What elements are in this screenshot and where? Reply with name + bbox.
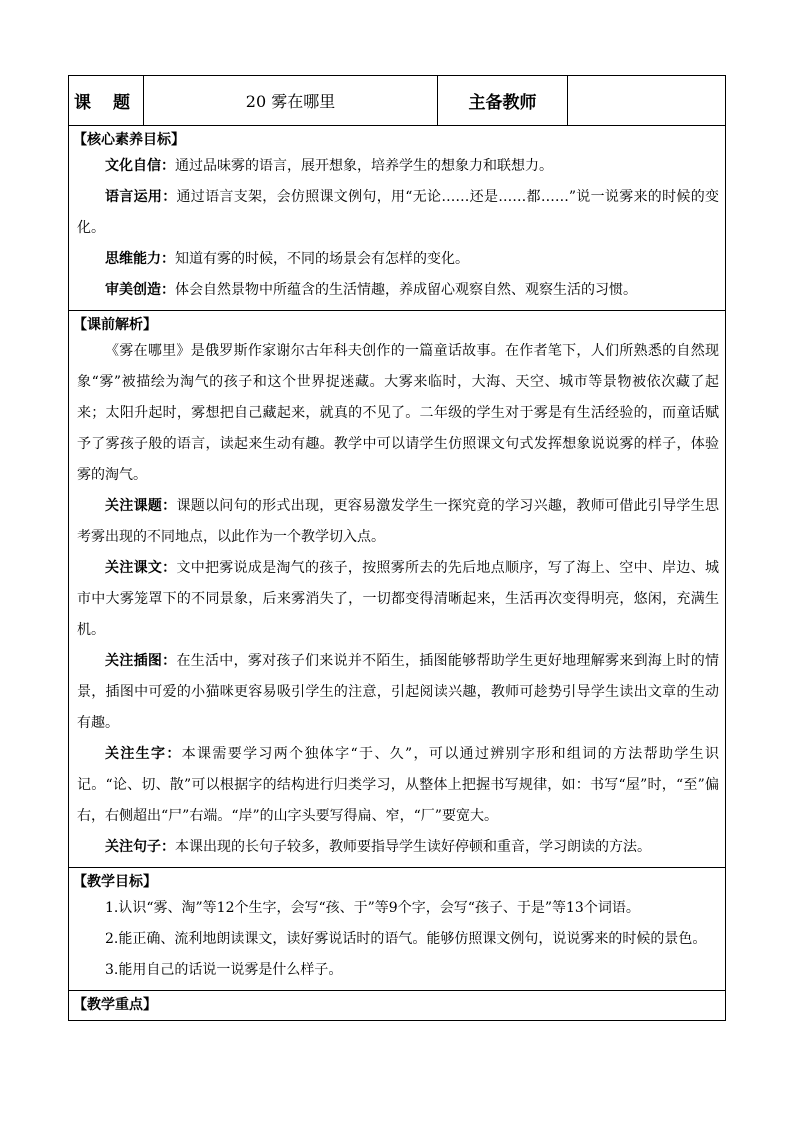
- teaching-goal-item: 1.认识“雾、淘”等12个生字，会写“孩、于”等9个字，会写“孩子、于是”等13个词语。: [105, 900, 640, 916]
- core-goal-item: 审美创造：体会自然景物中所蕴含的生活情趣，养成留心观察自然、观察生活的习惯。: [105, 282, 637, 298]
- teaching-goal-item: 2.能正确、流利地朗读课文，读好雾说话时的语气。能够仿照课文例句，说说雾来的时候的景色。: [105, 931, 707, 947]
- lesson-plan-table: [68, 75, 726, 1021]
- analysis-item: 关注课文：文中把雾说成是淘气的孩子，按照雾所去的先后地点顺序，写了海上、空中、岸边、城市中大雾笼罩下的不同景象，后来雾消失了，一切都变得清晰起来，生活再次变得明亮，悠闲，充满生机。: [77, 560, 720, 638]
- core-goals-section: [69, 126, 725, 311]
- topic-label: 课 题: [69, 76, 144, 125]
- analysis-intro: 《雾在哪里》是俄罗斯作家谢尔古年科夫创作的一篇童话故事。在作者笔下，人们所熟悉的自然现象“雾”被描绘为淘气的孩子和这个世界捉迷藏。大雾来临时，大海、天空、城市等景物被依次藏了起来；太阳升起时，雾想把自己藏起来，就真的不见了。二年级的学生对于雾是有生活经验的，而童话赋予了雾孩子般的语言，读起来生动有趣。教学中可以请学生仿照课文句式发挥想象说说雾的样子，体验雾的淘气。: [77, 343, 719, 483]
- analysis-item: 关注课题：课题以问句的形式出现，更容易激发学生一探究竟的学习兴趣，教师可借此引导学生思考雾出现的不同地点，以此作为一个教学切入点。: [77, 498, 720, 545]
- core-goal-item: 思维能力：知道有雾的时候，不同的场景会有怎样的变化。: [105, 251, 469, 267]
- key-points-title: 【教学重点】: [73, 997, 157, 1013]
- core-goals-title: 【核心素养目标】: [73, 132, 185, 148]
- analysis-section: [69, 311, 725, 868]
- core-goal-item: 语言运用：通过语言支架，会仿照课文例句，用“无论……还是……都……”说一说雾来的时候的变化。: [77, 189, 719, 236]
- analysis-item: 关注句子：本课出现的长句子较多，教师要指导学生读好停顿和重音，学习朗读的方法。: [105, 839, 651, 855]
- core-goal-item: 文化自信：通过品味雾的语言，展开想象，培养学生的想象力和联想力。: [105, 158, 553, 174]
- teaching-goals-section: [69, 868, 725, 991]
- teacher-label: 主备教师: [438, 76, 568, 125]
- teaching-goals-title: 【教学目标】: [73, 874, 157, 890]
- header-row: [69, 76, 725, 126]
- analysis-item: 关注生字：本课需要学习两个独体字“于、久”，可以通过辨别字形和组词的方法帮助学生识记。“论、切、散”可以根据字的结构进行归类学习，从整体上把握书写规律，如：书写“屋”时，“至”偏右，右侧超出“尸”右端。“岸”的山字头要写得扁、窄，“厂”要宽大。: [77, 746, 720, 824]
- analysis-title: 【课前解析】: [73, 317, 157, 333]
- key-points-section: [69, 991, 725, 1020]
- analysis-item: 关注插图：在生活中，雾对孩子们来说并不陌生，插图能够帮助学生更好地理解雾来到海上时的情景，插图中可爱的小猫咪更容易吸引学生的注意，引起阅读兴趣，教师可趁势引导学生读出文章的生动有趣。: [77, 653, 720, 731]
- teaching-goal-item: 3.能用自己的话说一说雾是什么样子。: [105, 962, 343, 978]
- teacher-value: [568, 76, 725, 125]
- topic-value: 20 雾在哪里: [144, 76, 438, 125]
